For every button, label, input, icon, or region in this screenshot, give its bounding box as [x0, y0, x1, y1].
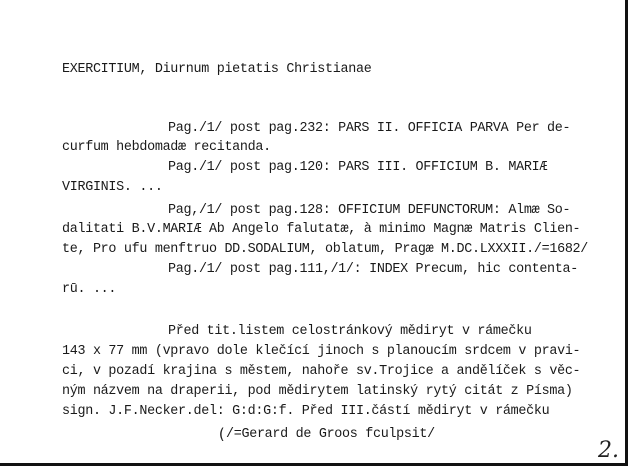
- handwritten-bracket-left: (: [217, 425, 227, 443]
- entry-line: VIRGINIS. ...: [62, 180, 163, 195]
- entry-line: rū. ...: [62, 282, 117, 297]
- entry-line: Pag./1/ post pag.120: PARS III. OFFICIUM B. MARIÆ: [168, 160, 548, 175]
- note-line: sign. J.F.Necker.del: G:d:G:f. Před III.částí mědiryt v rámečku: [62, 404, 550, 419]
- note-line: ným názvem na draperii, pod mědirytem latinský rytý citát z Písma): [62, 384, 573, 399]
- note-line: 143 x 77 mm (vpravo dole klečící jinoch s planoucím srdcem v pravi-: [62, 344, 581, 359]
- note-line: /=Gerard de Groos fculpsit/: [226, 427, 435, 442]
- card-title: EXERCITIUM, Diurnum pietatis Christianae: [62, 62, 372, 77]
- entry-line: Pag,/1/ post pag.128: OFFICIUM DEFUNCTORUM: Almæ So-: [168, 203, 571, 218]
- entry-line: curfum hebdomadæ recitanda.: [62, 140, 271, 155]
- note-line: Před tit.listem celostránkový mědiryt v rámečku: [168, 324, 532, 339]
- entry-line: te, Pro ufu menftruo DD.SODALIUM, oblatum, Pragæ M.DC.LXXXII./=1682/: [62, 242, 589, 257]
- entry-line: Pag./1/ post pag.111,/1/: INDEX Precum, hic contenta-: [168, 262, 578, 277]
- page-number: 2.: [598, 438, 619, 463]
- entry-line: Pag./1/ post pag.232: PARS II. OFFICIA PARVA Per de-: [168, 121, 571, 136]
- note-line: ci, v pozadí krajina s městem, nahoře sv.Trojice a andělíček s věc-: [62, 364, 581, 379]
- entry-line: dalitati B.V.MARIÆ Ab Angelo falutatæ, à minimo Magnæ Matris Clien-: [62, 222, 581, 237]
